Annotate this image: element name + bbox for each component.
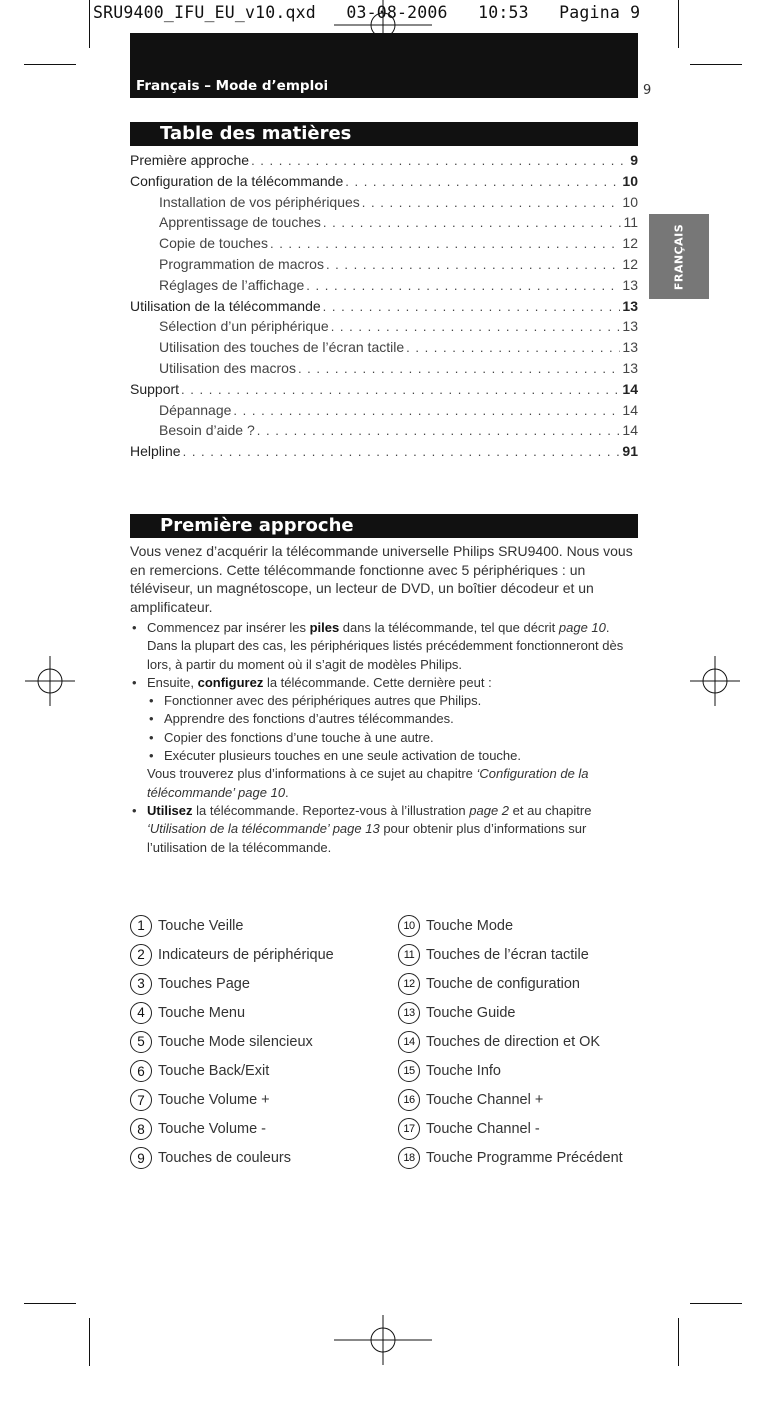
bullet-bold: configurez [197,674,264,690]
toc-entry-label: Utilisation des macros [159,359,296,376]
legend-label: Touche Back/Exit [158,1063,270,1080]
toc-entry[interactable] [130,360,638,381]
toc-entry-label: Sélection d’un périphérique [159,318,329,335]
toc-leader-dots [406,340,620,355]
key-number-badge: 18 [398,1147,420,1169]
legend-item [130,940,334,969]
legend-label: Touches de l’écran tactile [426,946,589,963]
key-number-badge: 13 [398,1002,420,1024]
toc-entry[interactable] [130,339,638,360]
legend-label: Touche Volume + [158,1092,270,1109]
bullet-text: la télécommande. Reportez-vous à l’illustration [192,802,470,818]
sub-bullet-item: • Copier des fonctions d’une touche à une autre. [147,729,638,747]
legend-item [398,911,623,940]
section-body [130,542,638,857]
toc-entry-page: 13 [622,297,638,314]
chapter-reference: ‘Configuration de la télécommande’ page 10 [147,766,589,800]
key-number-badge: 16 [398,1089,420,1111]
toc-entry-label: Installation de vos périphériques [159,193,360,210]
registration-mark-bottom [334,1315,432,1365]
key-number-badge: 1 [130,915,152,937]
legend-item [130,969,334,998]
toc-leader-dots [233,403,620,418]
intro-paragraph: Vous venez d’acquérir la télécommande universelle Philips SRU9400. Nous vous en remercions. Cette télécommande fonctionne avec 5 périphériques : un téléviseur, un magnétoscope, un lecteur de DVD, un boîtier décodeur et un amplificateur. [130,543,633,615]
toc-leader-dots [323,215,622,230]
toc-title: Table des matières [160,123,352,144]
legend-item [130,1027,334,1056]
key-number-badge: 4 [130,1002,152,1024]
toc-entry[interactable] [130,422,638,443]
toc-entry-page: 13 [622,276,638,293]
bullet-text: Ensuite, [147,674,198,690]
toc-entry-page: 91 [622,443,638,460]
legend-label: Touche Channel - [426,1121,540,1138]
registration-mark-left [25,656,75,706]
toc-leader-dots [183,444,621,459]
toc-entry[interactable] [130,235,638,256]
toc-entry[interactable] [130,214,638,235]
key-number-badge: 10 [398,915,420,937]
toc-entry[interactable] [130,318,638,339]
toc-entry[interactable] [130,443,638,464]
toc-entry-page: 11 [623,214,638,231]
registration-mark-right [690,656,740,706]
toc-entry-page: 9 [630,152,638,168]
toc-entry-label: Apprentissage de touches [159,214,321,231]
key-number-badge: 9 [130,1147,152,1169]
toc-leader-dots [251,153,628,168]
legend-item [398,1115,623,1144]
chapter-note [147,765,638,802]
toc-entry-label: Utilisation de la télécommande [130,297,321,314]
toc-entry-page: 10 [622,193,638,210]
section-heading-bar [130,514,638,538]
key-number-badge: 6 [130,1060,152,1082]
legend-item [398,1086,623,1115]
page-number: 9 [643,83,652,98]
page-reference: page 2 [469,802,510,818]
toc-leader-dots [257,423,621,438]
legend-item [130,998,334,1027]
legend-label: Touches de direction et OK [426,1033,601,1050]
key-number-badge: 14 [398,1031,420,1053]
toc-leader-dots [326,257,620,272]
header-title: Français – Mode d’emploi [136,78,329,94]
toc-entry-page: 12 [622,255,638,272]
toc-entry[interactable] [130,298,638,319]
toc-leader-dots [323,299,621,314]
key-number-badge: 11 [398,944,420,966]
key-number-badge: 5 [130,1031,152,1053]
legend-item [398,940,623,969]
legend-label: Touche Guide [426,1004,516,1021]
toc-entry[interactable] [130,194,638,215]
toc-entry[interactable] [130,381,638,402]
legend-label: Touche Channel + [426,1092,544,1109]
section-title: Première approche [160,515,354,536]
toc-entry-label: Première approche [130,152,250,168]
key-number-badge: 15 [398,1060,420,1082]
legend-item [398,969,623,998]
toc-entry-label: Support [130,380,180,397]
toc-entry[interactable] [130,277,638,298]
legend-label: Touche Mode [426,917,514,934]
legend-label: Touches Page [158,975,250,992]
toc-entry-label: Besoin d’aide ? [159,422,255,439]
toc-entry-page: 13 [622,359,638,376]
header-bar [130,33,638,98]
bullet-bold: Utilisez [147,802,193,818]
toc-entry-page: 14 [622,380,638,397]
key-legend-left [130,911,334,1173]
legend-label: Touche de configuration [426,975,580,992]
bullet-text: . Dans la plupart des cas, les périphériques listés précédemment fonctionneront dès lors, à partir du moment où il s’agit de modèles Philips. [147,620,624,672]
bullet-text: dans la télécommande, tel que décrit [339,620,559,635]
legend-label: Touche Menu [158,1004,246,1021]
bullet-text: et au chapitre [509,802,592,818]
key-number-badge: 8 [130,1118,152,1140]
key-number-badge: 12 [398,973,420,995]
bullet-list [130,619,638,857]
bullet-item-use [130,802,638,857]
key-number-badge: 3 [130,973,152,995]
legend-label: Touche Info [426,1063,501,1080]
toc-leader-dots [306,278,620,293]
toc-entry-label: Configuration de la télécommande [130,172,344,189]
legend-label: Touche Programme Précédent [426,1150,623,1167]
legend-item [398,1056,623,1085]
bullet-bold: piles [309,620,340,635]
key-legend-right [398,911,623,1173]
toc-leader-dots [331,319,621,334]
sub-bullet-item: • Fonctionner avec des périphériques autres que Philips. [147,692,638,710]
sub-bullet-item: • Apprendre des fonctions d’autres télécommandes. [147,710,638,728]
chapter-reference: ‘Utilisation de la télécommande’ page 13 [147,821,380,837]
toc-leader-dots [270,236,620,251]
toc-entry-label: Dépannage [159,401,232,418]
legend-item [130,1086,334,1115]
toc-entry[interactable] [130,152,638,173]
toc-leader-dots [298,361,620,376]
bullet-item-batteries [130,619,638,674]
toc-entry[interactable] [130,256,638,277]
table-of-contents [130,152,638,464]
language-tab-label: FRANÇAIS [672,223,686,290]
toc-entry-label: Helpline [130,443,181,460]
legend-label: Touches de couleurs [158,1150,291,1167]
toc-entry-page: 14 [622,401,638,418]
print-slug: SRU9400_IFU_EU_v10.qxd 03-08-2006 10:53 Pagina 9 [93,3,641,22]
bullet-item-configure [130,674,638,802]
toc-entry-page: 13 [622,318,638,335]
sub-bullet-item: • Exécuter plusieurs touches en une seule activation de touche. [147,747,638,765]
toc-entry[interactable] [130,173,638,194]
toc-entry-page: 10 [622,172,638,189]
toc-entry-page: 13 [622,339,638,356]
toc-entry[interactable] [130,402,638,423]
bullet-text: Commencez par insérer les [147,620,310,635]
language-tab [649,214,709,299]
legend-item [398,1144,623,1173]
toc-entry-label: Réglages de l’affichage [159,276,305,293]
toc-entry-label: Utilisation des touches de l’écran tactile [159,339,405,356]
legend-label: Indicateurs de périphérique [158,946,334,963]
toc-entry-page: 12 [622,235,638,252]
bullet-text: la télécommande. Cette dernière peut : [263,674,492,690]
note-text: . [285,784,289,800]
note-text: Vous trouverez plus d’informations à ce sujet au chapitre [147,766,477,782]
key-number-badge: 17 [398,1118,420,1140]
legend-item [130,1144,334,1173]
legend-label: Touche Mode silencieux [158,1033,313,1050]
toc-leader-dots [345,174,620,189]
legend-item [130,1115,334,1144]
toc-leader-dots [181,382,620,397]
legend-item [398,1027,623,1056]
toc-leader-dots [362,195,621,210]
legend-label: Touche Volume - [158,1121,267,1138]
toc-heading-bar [130,122,638,146]
key-number-badge: 2 [130,944,152,966]
key-number-badge: 7 [130,1089,152,1111]
page-reference: page 10 [558,620,606,635]
legend-item [130,911,334,940]
toc-entry-label: Programmation de macros [159,255,324,272]
toc-entry-label: Copie de touches [159,235,268,252]
legend-label: Touche Veille [158,917,244,934]
bullet-text: pour obtenir plus d’informations sur l’utilisation de la télécommande. [147,821,587,855]
legend-item [130,1056,334,1085]
legend-item [398,998,623,1027]
toc-entry-page: 14 [622,422,638,439]
